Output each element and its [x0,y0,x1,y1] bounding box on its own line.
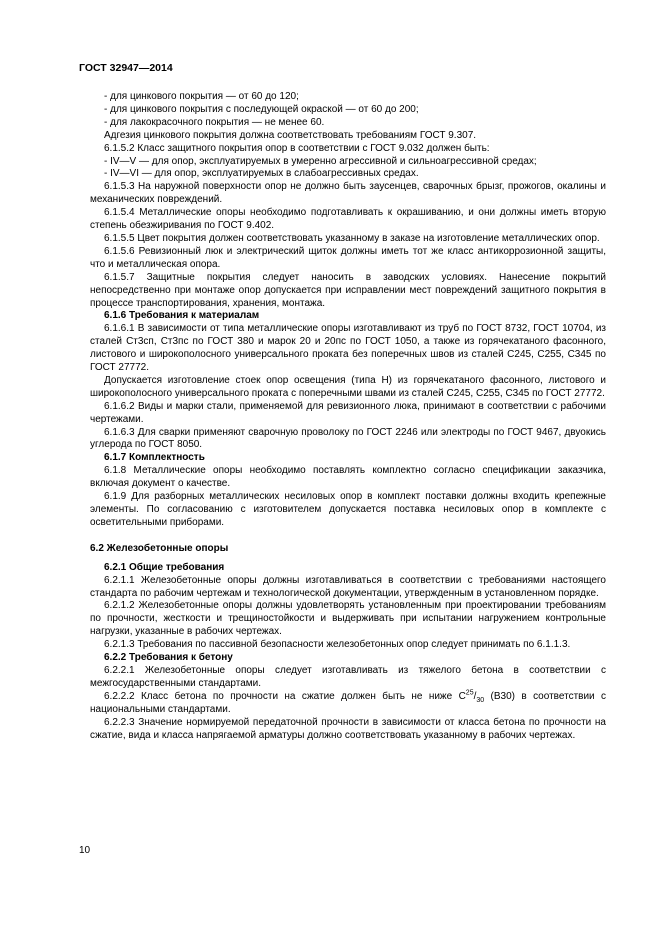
section-heading: 6.2 Железобетонные опоры [90,542,229,554]
paragraph: 6.1.6.2 Виды и марки стали, применяемой для ревизионного люка, принимают в соответствии с рабочими чертежами. [90,400,606,425]
paragraph: 6.1.5.2 Класс защитного покрытия опор в соответствии с ГОСТ 9.032 должен быть: [104,142,490,154]
paragraph: 6.2.2.2 Класс бетона по прочности на сжатие должен быть не ниже $С^{25}/_{30}$ (В30) в соответствии с национальными стандартами. [90,689,607,715]
list-item: - для цинкового покрытия — от 60 до 120; [104,91,299,102]
subsection-heading: 6.2.1 Общие требования [104,561,225,573]
subsection-heading: 6.1.6 Требования к материалам [104,310,260,322]
paragraph: 6.2.1.1 Железобетонные опоры должны изготавливаться в соответствии с требованиями настоящего стандарта по рабочим чертежам и технологической документации, утвержденным в установленном порядке. [90,574,606,599]
subsection-heading: 6.1.7 Комплектность [104,452,205,464]
paragraph: 6.1.5.4 Металлические опоры необходимо подготавливать к окрашиванию, и они должны иметь вторую степень обезжиривания по ГОСТ 9.402. [90,207,606,232]
concrete-class-subscript: 30 [476,696,485,704]
paragraph: 6.1.5.3 На наружной поверхности опор не должно быть заусенцев, сварочных брызг, прожогов, окалины и механических повреждений. [90,181,606,206]
page-number: 10 [79,845,91,856]
concrete-class-text: 6.2.2.2 Класс бетона по прочности на сжатие должен быть не ниже С [104,690,466,702]
list-item: - для лакокрасочного покрытия — не менее 60. [104,116,325,128]
paragraph: 6.2.2.1 Железобетонные опоры следует изготавливать из тяжелого бетона в соответствии с межгосударственными стандартами. [90,664,606,689]
paragraph: 6.1.5.6 Ревизионный люк и электрический щиток должны иметь тот же класс антикоррозионной защиты, что и металлическая опора. [90,245,606,270]
paragraph: 6.1.5.7 Защитные покрытия следует наносить в заводских условиях. Нанесение покрытий непосредственно при монтаже опор допускается при исправлении мест повреждений защитного покрытия в процессе транспортирования, хранения, монтажа. [90,271,606,309]
paragraph: 6.2.1.2 Железобетонные опоры должны удовлетворять установленным при проектировании требованиям по прочности, жесткости и трещиностойкости и выдерживать при испытании нагружением контрольные нагрузки, указанные в рабочих чертежах. [90,600,606,638]
paragraph: 6.1.9 Для разборных металлических несиловых опор в комплект поставки должны входить крепежные элементы. По согласованию с изготовителем допускается поставка несиловых опор в комплекте с осветительными приборами. [90,491,606,528]
paragraph: 6.1.5.5 Цвет покрытия должен соответствовать указанному в заказе на изготовление металлических опор. [104,232,600,244]
paragraph: 6.1.8 Металлические опоры необходимо поставлять комплектно согласно спецификации заказчика, включая документ о качестве. [90,465,606,490]
paragraph: 6.1.6.1 В зависимости от типа металлические опоры изготавливают из труб по ГОСТ 8732, ГОСТ 10704, из сталей Ст3сп, Ст3пс по ГОСТ 380 и марок 20 и 20пс по ГОСТ 1050, а также из горячекатаного фасонного, листового и широкополосного универсального проката без поперечных швов из сталей С245, С255, С345 по ГОСТ 27772. [90,323,606,374]
paragraph: 6.2.1.3 Требования по пассивной безопасности железобетонных опор следует принимать по 6.1.1.3. [104,639,571,651]
paragraph: Допускается изготовление стоек опор освещения (типа Н) из горячекатаного фасонного, листового и широкополосного универсального проката с поперечными швами из сталей С245, С255, С345 по ГОСТ 27772. [90,374,606,399]
document-body [90,91,606,742]
concrete-class-text-end: (В30) в соответствии с национальными стандартами. [90,690,607,715]
paragraph: 6.1.6.3 Для сварки применяют сварочную проволоку по ГОСТ 2246 или электроды по ГОСТ 9467, двуокись углерода по ГОСТ 8050. [90,426,606,451]
concrete-class-superscript: 25 [465,689,474,697]
paragraph: Адгезия цинкового покрытия должна соответствовать требованиям ГОСТ 9.307. [104,129,477,141]
paragraph: 6.2.2.3 Значение нормируемой передаточной прочности в зависимости от класса бетона по прочности на сжатие, вида и класса напрягаемой арматуры должно соответствовать указанному в рабочих чертежах. [90,716,606,741]
subsection-heading: 6.2.2 Требования к бетону [104,652,233,664]
list-item: - IV—VI — для опор, эксплуатируемых в слабоагрессивных средах. [104,168,419,180]
list-item: - IV—V — для опор, эксплуатируемых в умеренно агрессивной и сильноагрессивной средах; [104,155,537,167]
list-item: - для цинкового покрытия с последующей окраской — от 60 до 200; [104,103,419,115]
document-header: ГОСТ 32947—2014 [79,62,173,74]
